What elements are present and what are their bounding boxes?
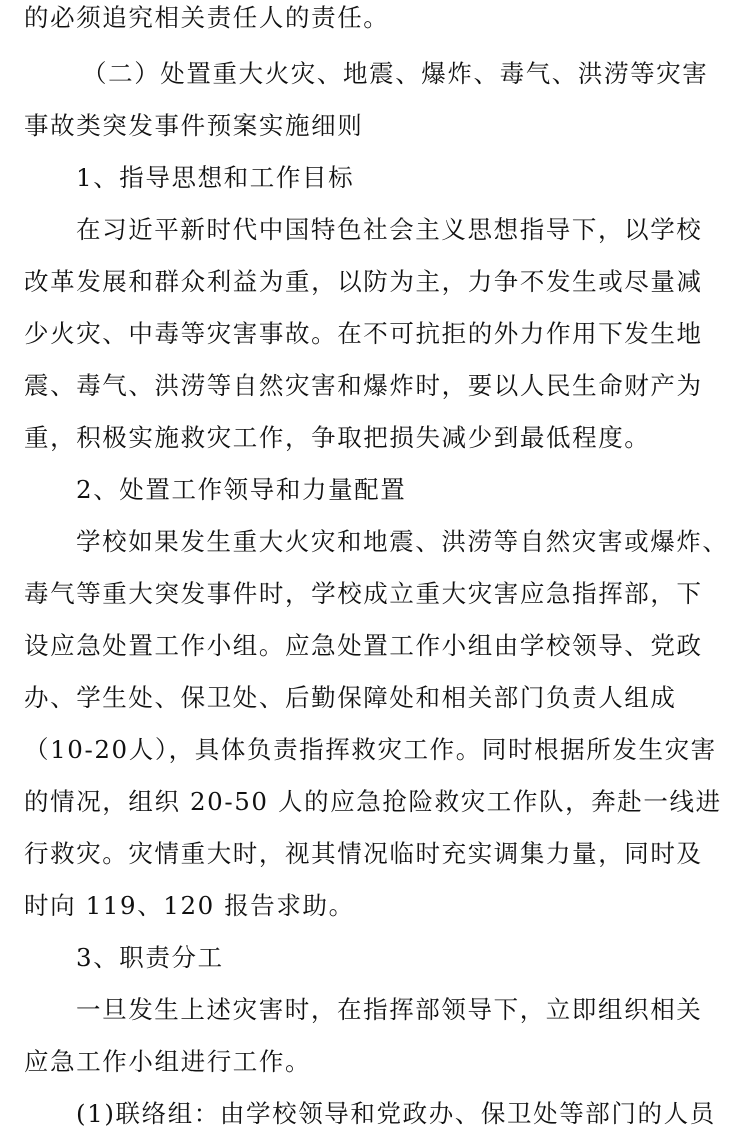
paragraph-line: 改革发展和群众利益为重，以防为主，力争不发生或尽量减 xyxy=(24,267,703,296)
paragraph-line: 震、毒气、洪涝等自然灾害和爆炸时，要以人民生命财产为 xyxy=(24,371,703,400)
paragraph-line: 时向 119、120 报告求助。 xyxy=(24,891,355,920)
paragraph-line: 学校如果发生重大火灾和地震、洪涝等自然灾害或爆炸、 xyxy=(76,527,729,556)
paragraph-line: 设应急处置工作小组。应急处置工作小组由学校领导、党政 xyxy=(24,631,703,660)
list-item-line: (1)联络组：由学校领导和党政办、保卫处等部门的人员 xyxy=(76,1099,716,1128)
paragraph-line: 办、学生处、保卫处、后勤保障处和相关部门负责人组成 xyxy=(24,683,677,712)
section-heading-continuation: 事故类突发事件预案实施细则 xyxy=(24,111,364,140)
paragraph-line: 行救灾。灾情重大时，视其情况临时充实调集力量，同时及 xyxy=(24,839,703,868)
text-line: 的必须追究相关责任人的责任。 xyxy=(24,3,390,32)
paragraph-line: 毒气等重大突发事件时，学校成立重大灾害应急指挥部，下 xyxy=(24,579,703,608)
paragraph-line: 一旦发生上述灾害时，在指挥部领导下，立即组织相关 xyxy=(76,995,703,1024)
paragraph-line: 重，积极实施救灾工作，争取把损失减少到最低程度。 xyxy=(24,423,651,452)
paragraph-line: 应急工作小组进行工作。 xyxy=(24,1047,312,1076)
paragraph-line: 少火灾、中毒等灾害事故。在不可抗拒的外力作用下发生地 xyxy=(24,319,703,348)
paragraph-line: （10-20人），具体负责指挥救灾工作。同时根据所发生灾害 xyxy=(24,735,717,764)
subsection-heading: 3、职责分工 xyxy=(76,943,224,972)
subsection-heading: 1、指导思想和工作目标 xyxy=(76,163,355,192)
subsection-heading: 2、处置工作领导和力量配置 xyxy=(76,475,407,504)
section-heading: （二）处置重大火灾、地震、爆炸、毒气、洪涝等灾害 xyxy=(82,59,709,88)
paragraph-line: 的情况，组织 20-50 人的应急抢险救灾工作队，奔赴一线进 xyxy=(24,787,722,816)
paragraph-line: 在习近平新时代中国特色社会主义思想指导下，以学校 xyxy=(76,215,703,244)
